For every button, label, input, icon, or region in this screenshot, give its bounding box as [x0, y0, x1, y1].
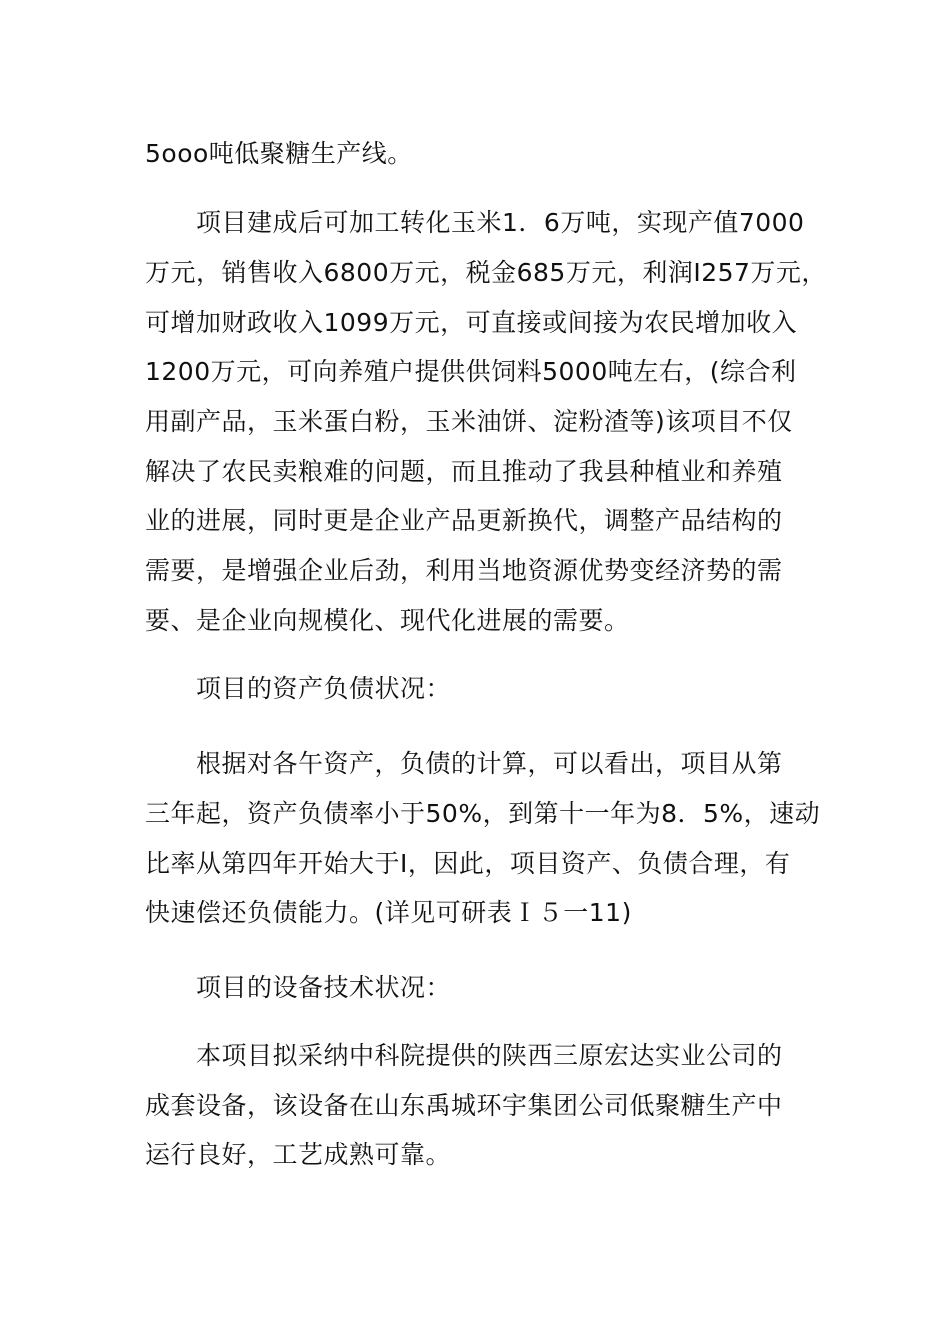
- text-line: 成套设备，该设备在山东禹城环宇集团公司低聚糖生产中: [145, 1091, 783, 1120]
- text-line: 1200万元，可向养殖户提供供饲料5000吨左右，(综合利: [145, 357, 797, 386]
- text-line: 业的进展，同时更是企业产品更新换代，调整产品结构的: [145, 506, 783, 535]
- text-line: 需要，是增强企业后劲，利用当地资源优势变经济势的需: [145, 556, 783, 585]
- text-line: 万元，销售收入6800万元，税金685万元，利润I257万元，: [145, 258, 827, 287]
- section-heading: 项目的设备技术状况：: [196, 973, 452, 1002]
- text-line: 项目建成后可加工转化玉米1．6万吨，实现产值7000: [196, 208, 805, 237]
- text-line: 根据对各午资产，负债的计算，可以看出，项目从第: [196, 749, 783, 778]
- text-line: 用副产品，玉米蛋白粉，玉米油饼、淀粉渣等)该项目不仅: [145, 407, 793, 436]
- text-line: 比率从第四年开始大于I，因此，项目资产、负债合理，有: [145, 849, 791, 878]
- text-line: 三年起，资产负债率小于50%，到第十一年为8．5%，速动: [145, 799, 821, 828]
- text-line: 快速偿还负债能力。(详见可研表Ｉ５一11): [145, 898, 632, 927]
- text-line: 本项目拟采纳中科院提供的陕西三原宏达实业公司的: [196, 1041, 783, 1070]
- text-line: 5ooo吨低聚糖生产线。: [145, 139, 413, 168]
- text-line: 要、是企业向规模化、现代化进展的需要。: [145, 606, 630, 635]
- section-heading: 项目的资产负债状况：: [196, 674, 452, 703]
- text-line: 运行良好，工艺成熟可靠。: [145, 1140, 452, 1169]
- text-line: 可增加财政收入1099万元，可直接或间接为农民增加收入: [145, 308, 798, 337]
- text-line: 解决了农民卖粮难的问题，而且推动了我县种植业和养殖: [145, 457, 783, 486]
